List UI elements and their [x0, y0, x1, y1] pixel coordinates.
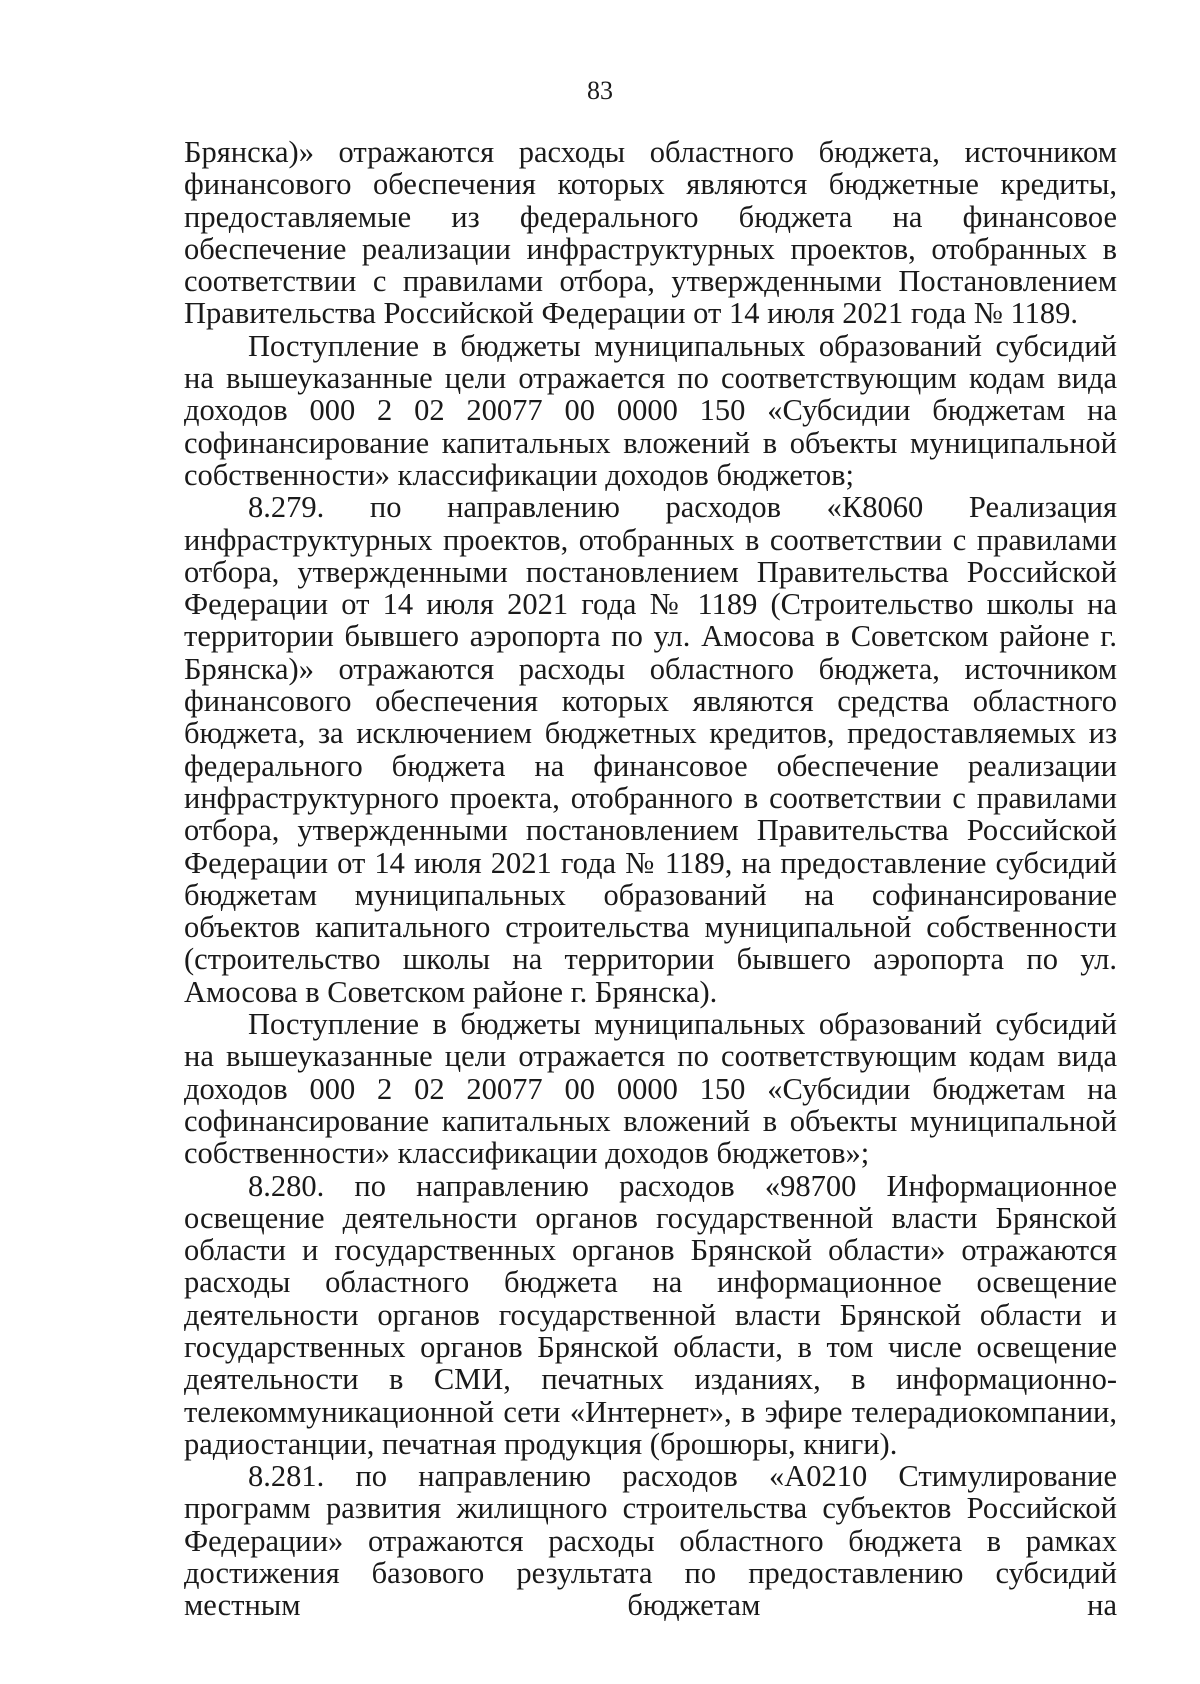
page-number: 83: [587, 76, 613, 105]
paragraph-revenue-note: Поступление в бюджеты муниципальных образований субсидий на вышеуказанные цели отражается по соответствующим кодам вида доходов 000 2 02 20077 00 0000 150 «Субсидии бюджетам на софинансирование капитальных вложений в объекты муниципальной собственности» классификации доходов бюджетов;: [184, 328, 1117, 492]
paragraph-revenue-note: Поступление в бюджеты муниципальных образований субсидий на вышеуказанные цели отражается по соответствующим кодам вида доходов 000 2 02 20077 00 0000 150 «Субсидии бюджетам на софинансирование капитальных вложений в объекты муниципальной собственности» классификации доходов бюджетов»;: [184, 1007, 1117, 1171]
paragraph-continuation: Брянска)» отражаются расходы областного бюджета, источником финансового обеспечения которых являются бюджетные кредиты, предоставляемые из федерального бюджета на финансовое обеспечение реализации инфраструктурных проектов, отобранных в соответствии с правилами отбора, утвержденными Постановлением Правительства Российской Федерации от 14 июля 2021 года № 1189.: [184, 135, 1117, 331]
document-body: [184, 136, 1117, 1622]
paragraph-8-280: 8.280. по направлению расходов «98700 Информационное освещение деятельности органов государственной власти Брянской области и государственных органов Брянской области» отражаются расходы областного бюджета на информационное освещение деятельности органов государственной власти Брянской области и государственных органов Брянской области, в том числе освещение деятельности в СМИ, печатных изданиях, в информационно-телекоммуникационной сети «Интернет», в эфире телерадиокомпании, радиостанции, печатная продукция (брошюры, книги).: [184, 1168, 1117, 1461]
paragraph-8-281: 8.281. по направлению расходов «А0210 Стимулирование программ развития жилищного строительства субъектов Российской Федерации» отражаются расходы областного бюджета в рамках достижения базового результата по предоставлению субсидий местным бюджетам на: [184, 1459, 1117, 1623]
paragraph-8-279: 8.279. по направлению расходов «К8060 Реализация инфраструктурных проектов, отобранных в соответствии с правилами отбора, утвержденными постановлением Правительства Российской Федерации от 14 июля 2021 года № 1189 (Строительство школы на территории бывшего аэропорта по ул. Амосова в Советском районе г. Брянска)» отражаются расходы областного бюджета, источником финансового обеспечения которых являются средства областного бюджета, за исключением бюджетных кредитов, предоставляемых из федерального бюджета на финансовое обеспечение реализации инфраструктурного проекта, отобранного в соответствии с правилами отбора, утвержденными постановлением Правительства Российской Федерации от 14 июля 2021 года № 1189, на предоставление субсидий бюджетам муниципальных образований на софинансирование объектов капитального строительства муниципальной собственности (строительство школы на территории бывшего аэропорта по ул. Амосова в Советском районе г. Брянска).: [184, 490, 1117, 1009]
